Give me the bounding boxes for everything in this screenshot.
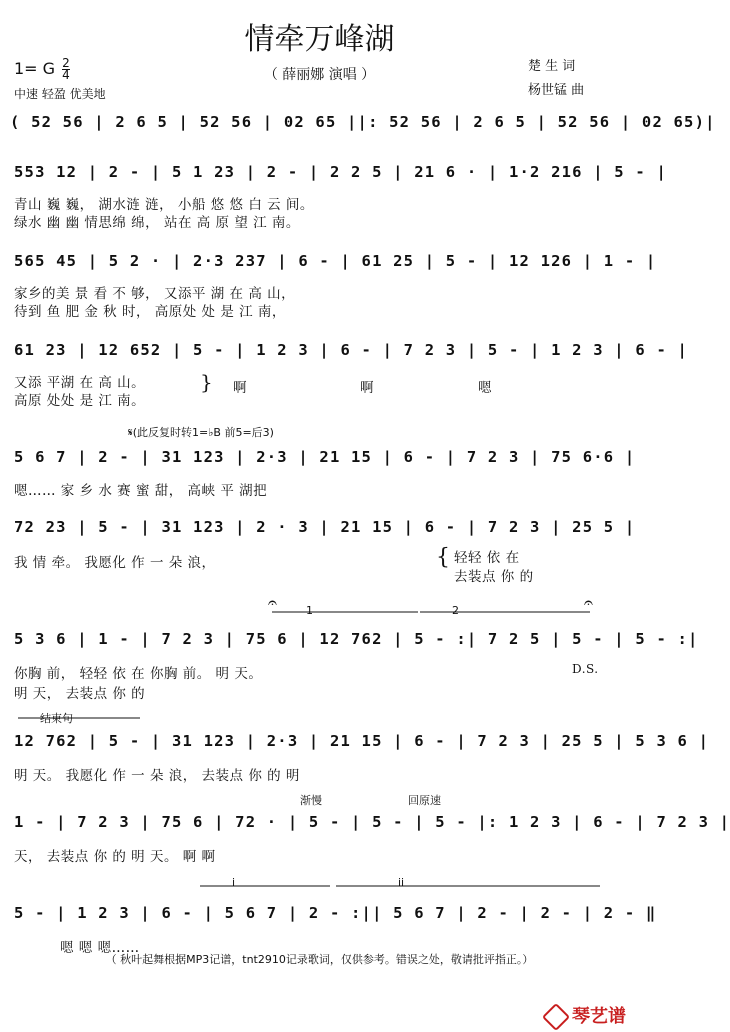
logo-text: 琴艺谱: [572, 1006, 626, 1027]
key-label: 1= G: [14, 59, 56, 78]
score-row-10-notes: 5 - | 1 2 3 | 6 - | 5 6 7 | 2 - :|| 5 6 7 | 2 - | 2 - | 2 - ‖: [14, 904, 657, 922]
score-row-4-lyric-1: 又添 平湖 在 高 山。: [14, 375, 146, 391]
score-row-2-lyric-2: 绿水 幽 幽 情思绵 绵， 站在 高 原 望 江 南。: [14, 215, 300, 231]
lyricist-credit: 楚 生 词: [528, 59, 576, 74]
brace-icon: }: [200, 370, 214, 394]
ending-section-label: 结束句: [40, 712, 73, 725]
score-row-3-notes: 565 45 | 5 2 · | 2·3 237 | 6 - | 61 25 | 5 - | 12 126 | 1 - |: [14, 252, 657, 270]
score-row-6-brace-lyric-2: 去装点 你 的: [454, 569, 534, 585]
score-row-3-lyric-1: 家乡的美 景 看 不 够， 又添平 湖 在 高 山，: [14, 286, 296, 302]
dal-segno-mark: D.S.: [572, 662, 599, 676]
fermata-icon: 𝄐: [268, 593, 277, 612]
score-row-6-notes: 72 23 | 5 - | 31 123 | 2 · 3 | 21 15 | 6 - | 7 2 3 | 25 5 |: [14, 518, 636, 536]
score-row-2-lyric-1: 青山 巍 巍， 湖水涟 涟， 小船 悠 悠 白 云 间。: [14, 197, 314, 213]
score-row-9-lyric-1: 天， 去装点 你 的 明 天。 啊 啊: [14, 849, 216, 865]
score-row-10-lyric-1: 嗯 嗯 嗯……: [60, 940, 140, 956]
score-row-1-notes: ( 52 56 | 2 6 5 | 52 56 | 02 65 ||: 52 56 | 2 6 5 | 52 56 | 02 65)|: [10, 113, 716, 131]
score-row-8-notes: 12 762 | 5 - | 31 123 | 2·3 | 21 15 | 6 - | 7 2 3 | 25 5 | 5 3 6 |: [14, 732, 710, 750]
score-row-9-notes: 1 - | 7 2 3 | 75 6 | 72 · | 5 - | 5 - | 5 - |: 1 2 3 | 6 - | 7 2 3 |: [14, 813, 730, 831]
volta-label-1: 1: [306, 604, 313, 617]
time-sig-den: 4: [62, 68, 70, 82]
score-row-4-notes: 61 23 | 12 652 | 5 - | 1 2 3 | 6 - | 7 2 3 | 5 - | 1 2 3 | 6 - |: [14, 341, 689, 359]
brace-icon: {: [436, 545, 451, 570]
fermata-icon: 𝄐: [584, 593, 593, 612]
score-row-5-lyric-1: 嗯…… 家 乡 水 赛 蜜 甜， 高峡 平 湖把: [14, 483, 268, 499]
score-row-6-lyric-1: 我 情 牵。 我愿化 作 一 朵 浪，: [14, 555, 216, 571]
legend-a-2: 啊: [360, 380, 374, 396]
score-row-8-lyric-1: 明 天。 我愿化 作 一 朵 浪， 去装点 你 的 明: [14, 768, 300, 784]
score-row-7-notes: 5 3 6 | 1 - | 7 2 3 | 75 6 | 12 762 | 5 - :| 7 2 5 | 5 - | 5 - :|: [14, 630, 699, 648]
transcription-note: （ 秋叶起舞根据MP3记谱，tnt2910记录歌词，仅供参考。错误之处，敬请批评指正。）: [105, 953, 534, 966]
score-row-5-notes: 5 6 7 | 2 - | 31 123 | 2·3 | 21 15 | 6 - | 7 2 3 | 75 6·6 |: [14, 448, 636, 466]
score-row-7-lyric-1: 你胸 前， 轻轻 依 在 你胸 前。 明 天。: [14, 666, 263, 682]
time-sig-num: 2: [62, 56, 70, 70]
score-row-4-lyric-2: 高原 处处 是 江 南。: [14, 393, 146, 409]
volta-label-2: 2: [452, 604, 459, 617]
composer-credit: 杨世锰 曲: [528, 83, 585, 98]
singer-credit: （ 薛丽娜 演唱 ）: [263, 67, 376, 83]
a-tempo-marking: 回原速: [408, 794, 441, 807]
score-row-2-notes: 553 12 | 2 - | 5 1 23 | 2 - | 2 2 5 | 21 6 · | 1·2 216 | 5 - |: [14, 163, 667, 181]
legend-en: 嗯: [478, 380, 492, 396]
volta-label-i: i: [232, 876, 236, 889]
song-title: 情牵万峰湖: [244, 22, 395, 57]
score-row-7-lyric-2: 明 天， 去装点 你 的: [14, 686, 146, 702]
segno-note: 𝄋(此反复时转1=♭B 前5=后3): [128, 426, 274, 439]
ritardando-marking: 渐慢: [300, 794, 322, 807]
score-row-3-lyric-2: 待到 鱼 肥 金 秋 时， 高原处 处 是 江 南，: [14, 304, 286, 320]
tempo-marking: 中速 轻盈 优美地: [14, 87, 106, 101]
legend-a-1: 啊: [233, 380, 247, 396]
volta-label-ii: ii: [398, 876, 405, 889]
score-row-6-brace-lyric-1: 轻轻 依 在: [454, 550, 520, 566]
